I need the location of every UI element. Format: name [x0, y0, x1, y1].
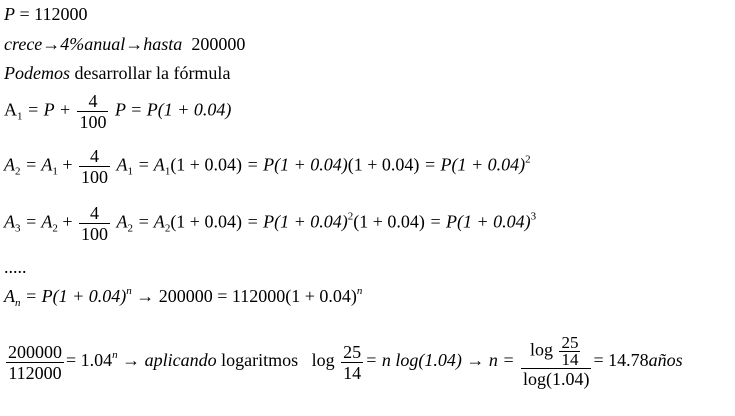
arrow-icon: → — [136, 286, 155, 306]
fraction-large — [521, 335, 592, 389]
plus: + — [62, 211, 73, 232]
exponent: n — [356, 285, 363, 297]
denominator: 100 — [80, 167, 108, 187]
plus: + — [62, 154, 73, 175]
var-a: A — [4, 99, 17, 120]
denominator: 14 — [343, 362, 362, 383]
paren-expr: (1 + 0.04) — [170, 211, 242, 232]
exponent: n — [126, 285, 132, 297]
var-a: A — [116, 154, 128, 175]
subscript: 1 — [52, 165, 58, 178]
eq-line-6 — [4, 203, 536, 244]
subscript: 2 — [52, 222, 58, 235]
expr: = A — [137, 211, 165, 232]
fraction-inner — [559, 335, 580, 368]
var-p: P — [4, 4, 15, 24]
exponent: n — [112, 349, 118, 362]
numerator: 200000 — [8, 341, 62, 362]
expr: = P(1 + 0.04) — [429, 211, 531, 232]
expr: = P(1 + 0.04) — [246, 154, 348, 175]
fraction — [341, 342, 363, 383]
text-desarrollar: desarrollar la fórmula — [74, 63, 231, 83]
word-logaritmos: logaritmos — [221, 350, 299, 371]
numerator: 4 — [77, 91, 108, 112]
log: log — [311, 350, 335, 371]
eq-line-1 — [4, 3, 87, 25]
var-a: A — [116, 211, 128, 232]
denominator: 100 — [79, 112, 107, 132]
subscript: 1 — [164, 165, 171, 178]
expr: P = P(1 + 0.04) — [114, 99, 232, 120]
subscript: 1 — [17, 110, 23, 123]
subscript: 2 — [127, 222, 133, 235]
unit: años — [648, 350, 683, 371]
arrow-icon: → — [122, 350, 141, 371]
denominator: 112000 — [8, 362, 62, 383]
subscript: 2 — [15, 165, 21, 178]
expr: = P + — [27, 99, 71, 120]
rate: 4%anual — [60, 34, 126, 54]
numerator: 25 — [343, 341, 362, 362]
result: = 14.78 — [593, 350, 649, 371]
expr: = P(1 + 0.04) — [25, 286, 127, 306]
expr: 200000 = 112000(1 + 0.04) — [158, 286, 357, 306]
paren-expr: (1 + 0.04) — [347, 154, 420, 175]
fraction — [79, 146, 110, 187]
ellipsis: ..... — [4, 257, 27, 277]
word-aplicando: aplicando — [144, 350, 217, 371]
fraction — [77, 91, 108, 132]
paren-expr: (1 + 0.04) — [170, 154, 242, 175]
subscript: 1 — [127, 165, 133, 178]
numerator: 4 — [79, 146, 110, 167]
denominator: 14 — [561, 350, 579, 369]
expr: = A — [25, 154, 53, 175]
arrow-icon: → — [42, 34, 61, 54]
expr: = n log(1.04) — [365, 350, 462, 371]
paren-expr: (1 + 0.04) — [353, 211, 425, 232]
fraction — [6, 342, 64, 383]
subscript: 3 — [15, 222, 21, 235]
arrow-icon: → — [125, 34, 144, 54]
exponent: 2 — [347, 210, 354, 223]
eq-line-5 — [4, 146, 531, 187]
word-hasta: hasta — [143, 34, 183, 54]
exponent: 2 — [525, 153, 531, 166]
eq-line-4 — [4, 91, 231, 132]
expr: n = — [488, 350, 515, 371]
word-podemos: Podemos — [4, 63, 70, 83]
log: log — [529, 339, 553, 360]
expr: = 1.04 — [66, 350, 113, 371]
subscript: 2 — [164, 222, 171, 235]
denominator: 100 — [80, 224, 108, 244]
eq-line-9 — [4, 335, 683, 389]
target-value: 200000 — [191, 34, 246, 54]
word-crece: crece — [4, 34, 43, 54]
eq-line-8 — [4, 285, 362, 307]
arrow-icon: → — [466, 350, 485, 371]
value: = 112000 — [19, 4, 88, 24]
eq-line-2 — [4, 33, 245, 55]
fraction — [79, 203, 110, 244]
eq-line-3 — [4, 62, 230, 84]
var-a: A — [4, 286, 15, 306]
var-a: A — [4, 154, 15, 175]
denominator: log(1.04) — [522, 369, 590, 389]
numerator: 25 — [561, 333, 579, 352]
var-a: A — [4, 211, 15, 232]
exponent: 3 — [530, 210, 537, 223]
numerator-log — [521, 335, 592, 369]
expr: = A — [25, 211, 53, 232]
eq-line-7 — [4, 256, 27, 278]
expr: = P(1 + 0.04) — [423, 154, 526, 175]
expr: = P(1 + 0.04) — [246, 211, 348, 232]
numerator: 4 — [79, 203, 110, 224]
expr: = A — [137, 154, 165, 175]
subscript: n — [15, 297, 21, 309]
